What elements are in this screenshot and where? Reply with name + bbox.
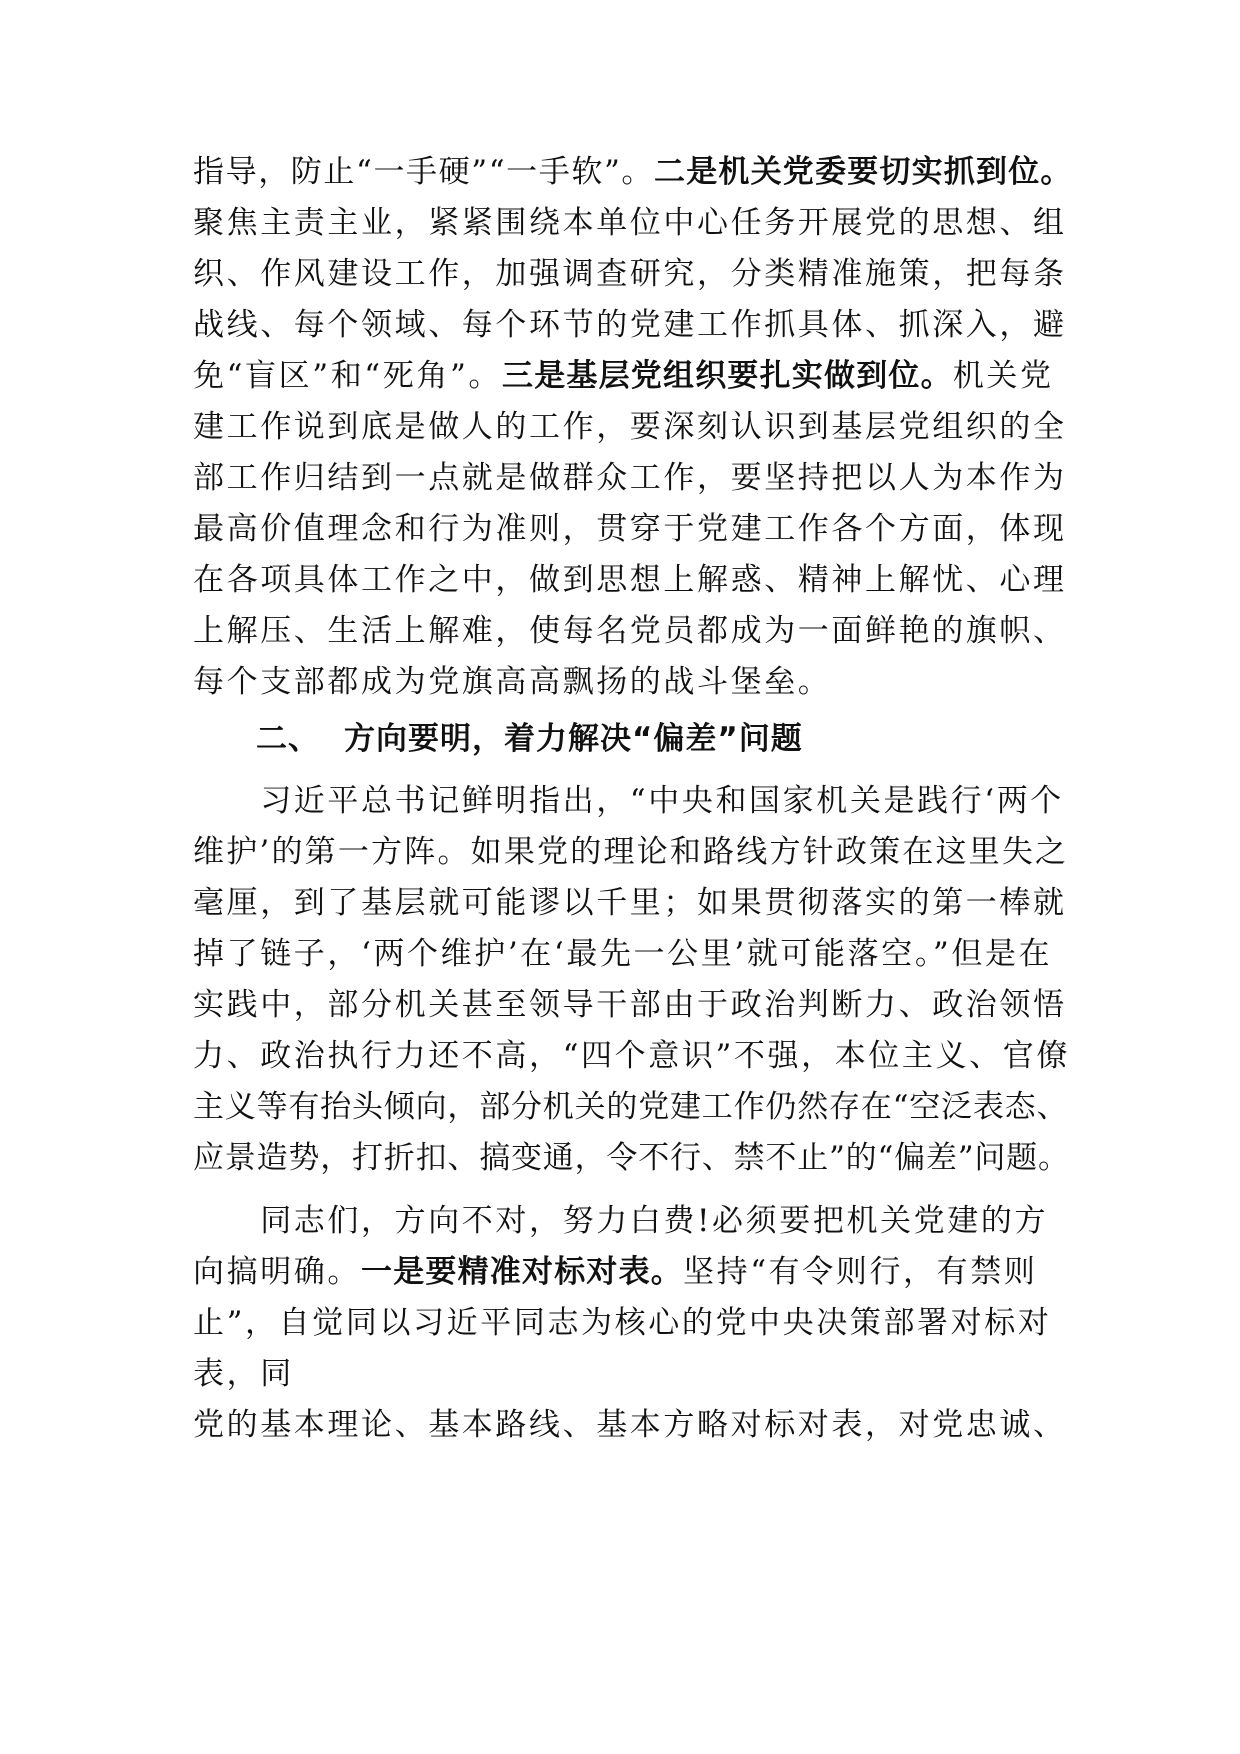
text-span: 机关党 bbox=[952, 358, 1054, 394]
text-span: 战线、每个领域、每个环节的党建工作抓具体、抓深入，避 bbox=[193, 307, 1067, 343]
text-line bbox=[193, 305, 1073, 345]
bold-text: 一是要精准对标对表。 bbox=[361, 1254, 683, 1290]
text-span: 部工作归结到一点就是做群众工作，要坚持把以人为本作为 bbox=[193, 460, 1067, 496]
text-span: 实践中，部分机关甚至领导干部由于政治判断力、政治领悟 bbox=[193, 987, 1067, 1023]
text-line bbox=[193, 152, 1073, 192]
text-line bbox=[193, 832, 1073, 872]
text-line bbox=[193, 611, 1073, 651]
text-line bbox=[193, 1252, 1073, 1292]
text-line bbox=[193, 883, 1073, 923]
text-span: 免“盲区”和“死角”。 bbox=[193, 358, 502, 394]
text-span: 毫厘，到了基层就可能谬以千里；如果贯彻落实的第一棒就 bbox=[193, 885, 1067, 921]
text-line bbox=[193, 1303, 1073, 1343]
text-span: 主义等有抬头倾向，部分机关的党建工作仍然存在“空泛表态、 bbox=[193, 1089, 1069, 1125]
text-line bbox=[193, 1201, 1073, 1241]
text-line bbox=[193, 781, 1073, 821]
text-span: 党的基本理论、基本路线、基本方略对标对表，对党忠诚、 bbox=[193, 1407, 1067, 1443]
text-line bbox=[193, 1354, 1073, 1394]
heading-text: 方向要明，着力解决“偏差”问题 bbox=[344, 721, 803, 757]
text-span: 建工作说到底是做人的工作，要深刻认识到基层党组织的全 bbox=[193, 409, 1067, 445]
text-span: 掉了链子，‘两个维护’在‘最先一公里’就可能落空。”但是在 bbox=[193, 936, 1053, 972]
text-line bbox=[193, 509, 1073, 549]
text-line bbox=[193, 356, 1073, 396]
text-span: 同志们，方向不对，努力白费!必须要把机关党建的方 bbox=[193, 1203, 1049, 1239]
text-line bbox=[193, 203, 1073, 243]
text-span: 最高价值理念和行为准则，贯穿于党建工作各个方面，体现 bbox=[193, 511, 1067, 547]
text-span: 应景造势，打折扣、搞变通，令不行、禁不止”的“偏差”问题。 bbox=[193, 1140, 1070, 1176]
heading-number: 二、 bbox=[256, 721, 320, 757]
text-span: 上解压、生活上解难，使每名党员都成为一面鲜艳的旗帜、 bbox=[193, 613, 1067, 649]
text-span: 维护’的第一方阵。如果党的理论和路线方针政策在这里失之 bbox=[193, 834, 1069, 870]
text-span: 织、作风建设工作，加强调查研究，分类精准施策，把每条 bbox=[193, 256, 1067, 292]
text-span: 止”，自觉同以习近平同志为核心的党中央决策部署对标对 bbox=[193, 1305, 1052, 1341]
text-span: 聚焦主责主业，紧紧围绕本单位中心任务开展党的思想、组 bbox=[193, 205, 1067, 241]
text-line bbox=[193, 254, 1073, 294]
text-line bbox=[193, 560, 1073, 600]
text-line bbox=[193, 934, 1073, 974]
text-span: 表，同 bbox=[193, 1356, 294, 1392]
text-span: 习近平总书记鲜明指出，“中央和国家机关是践行‘两个 bbox=[193, 783, 1064, 819]
text-line bbox=[193, 407, 1073, 447]
text-line bbox=[193, 1087, 1073, 1127]
text-span: 指导，防止“一手硬”“一手软”。 bbox=[193, 154, 654, 190]
section-heading bbox=[256, 719, 803, 759]
text-line bbox=[193, 458, 1073, 498]
text-line bbox=[193, 985, 1073, 1025]
text-line bbox=[193, 1036, 1073, 1076]
text-span: 在各项具体工作之中，做到思想上解惑、精神上解忧、心理 bbox=[193, 562, 1067, 598]
text-span: 每个支部都成为党旗高高飘扬的战斗堡垒。 bbox=[193, 664, 832, 700]
bold-text: 二是机关党委要切实抓到位。 bbox=[654, 154, 1073, 190]
text-span: 向搞明确。 bbox=[193, 1254, 361, 1290]
text-line bbox=[193, 1138, 1073, 1178]
bold-text: 三是基层党组织要扎实做到位。 bbox=[502, 358, 953, 394]
text-line bbox=[193, 1405, 1073, 1445]
text-line bbox=[193, 662, 1073, 702]
text-span: 坚持“有令则行，有禁则 bbox=[683, 1254, 1038, 1290]
text-span: 力、政治执行力还不高，“四个意识”不强，本位主义、官僚 bbox=[193, 1038, 1070, 1074]
